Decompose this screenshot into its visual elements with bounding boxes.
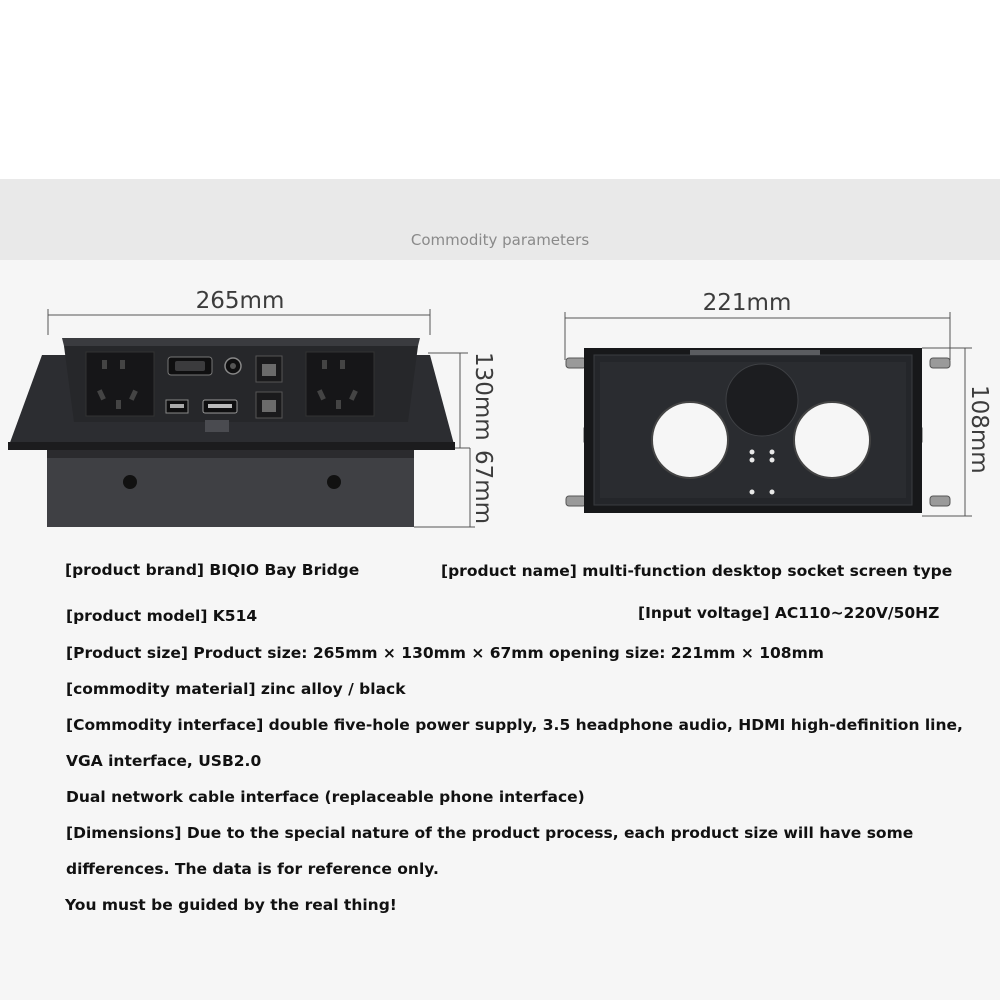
spec-size: [Product size] Product size: 265mm × 130mm × 67mm opening size: 221mm × 108mm xyxy=(66,644,824,662)
spec-interface-line-1: [Commodity interface] double five-hole power supply, 3.5 headphone audio, HDMI high-definition line, xyxy=(66,716,963,734)
spec-interface-line-2: VGA interface, USB2.0 xyxy=(66,752,262,770)
network-port-bottom xyxy=(256,392,282,418)
opening-height-label-108: 108mm xyxy=(966,385,992,474)
frame-cutout-right xyxy=(794,402,870,478)
usb-port xyxy=(166,400,188,413)
spec-network: Dual network cable interface (replaceable phone interface) xyxy=(66,788,585,806)
power-outlet-right xyxy=(306,352,374,416)
spec-guidance: You must be guided by the real thing! xyxy=(65,896,397,914)
spec-material: [commodity material] zinc alloy / black xyxy=(66,680,406,698)
width-label-265: 265mm xyxy=(195,288,285,314)
mount-hole xyxy=(123,475,137,489)
opening-height-dimension-line xyxy=(922,348,972,516)
height-label-130: 130mm xyxy=(470,352,496,441)
section-title: Commodity parameters xyxy=(410,231,590,249)
frame-cutout-left xyxy=(652,402,728,478)
spec-name: [product name] multi-function desktop socket screen type xyxy=(441,562,953,580)
vga-port xyxy=(168,357,212,375)
spec-model: [product model] K514 xyxy=(66,607,258,625)
mount-hole xyxy=(327,475,341,489)
mounting-frame-image xyxy=(565,290,992,516)
depth-label-67: 67mm xyxy=(470,450,496,525)
socket-lower-body xyxy=(47,450,414,527)
spec-brand: [product brand] BIQIO Bay Bridge xyxy=(65,561,360,579)
socket-product-image xyxy=(8,288,496,527)
spec-voltage: [Input voltage] AC110~220V/50HZ xyxy=(638,604,940,622)
spec-dimensions-note-2: differences. The data is for reference only. xyxy=(66,860,439,878)
spec-dimensions-note-1: [Dimensions] Due to the special nature of the product process, each product size will have some xyxy=(66,824,914,842)
audio-jack xyxy=(225,358,241,374)
power-outlet-left xyxy=(86,352,154,416)
product-figure xyxy=(0,260,1000,540)
opening-width-label-221: 221mm xyxy=(702,290,792,316)
hdmi-port xyxy=(203,400,237,413)
network-port-top xyxy=(256,356,282,382)
